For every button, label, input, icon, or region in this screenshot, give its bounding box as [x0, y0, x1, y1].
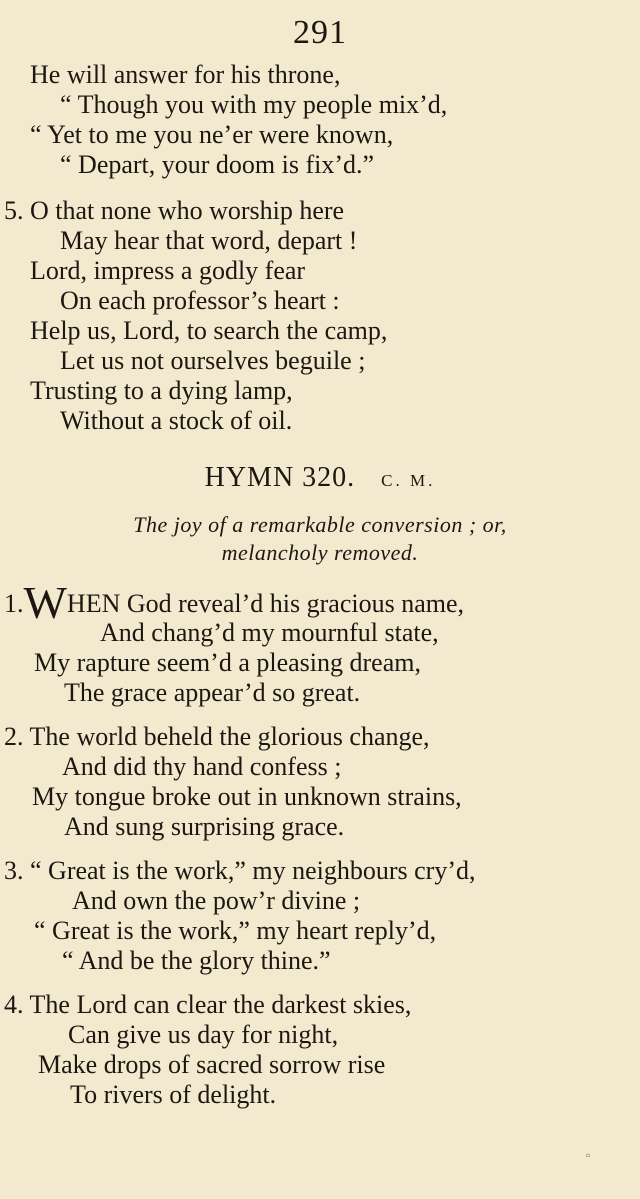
stanza-line: Can give us day for night, [68, 1020, 339, 1049]
stanza-line: And did thy hand confess ; [62, 752, 342, 781]
stanza-line: And sung surprising grace. [64, 812, 345, 841]
stanza-line-text: The world beheld the glorious change, [29, 722, 430, 751]
stanza-line-text: “ Great is the work,” my neighbours cry’d, [30, 856, 476, 885]
stanza-line: “ And be the glory thine.” [62, 946, 331, 975]
prev-hymn-line: He will answer for his throne, [30, 60, 341, 89]
stanza-line: And own the pow’r divine ; [72, 886, 361, 915]
stanza-line: My tongue broke out in unknown strains, [32, 782, 462, 811]
stanza-number: 1. [4, 589, 24, 618]
stanza-line: Lord, impress a godly fear [30, 256, 306, 285]
hymn-title: HYMN 320. [204, 462, 356, 493]
stanza-line: My rapture seem’d a pleasing dream, [34, 648, 421, 677]
stanza-line: To rivers of delight. [70, 1080, 277, 1109]
stanza-2-line-1 [4, 722, 430, 752]
prev-hymn-line: “ Depart, your doom is fix’d.” [60, 150, 375, 179]
stanza-line: Make drops of sacred sorrow rise [38, 1050, 386, 1079]
stanza-line: “ Great is the work,” my heart reply’d, [34, 916, 437, 945]
hymn-meter: C. M. [381, 471, 436, 490]
hymn-subtitle-line-1: The joy of a remarkable conversion ; or, [133, 512, 507, 537]
hymn-heading [0, 462, 640, 494]
stanza-line-text: HEN God reveal’d his gracious name, [66, 589, 465, 618]
stanza-number: 2. [4, 722, 24, 751]
stanza-3-line-1 [4, 856, 475, 886]
stanza-line: Without a stock of oil. [60, 406, 293, 435]
stanza-line: Let us not ourselves beguile ; [60, 346, 366, 375]
stanza-number: 3. [4, 856, 24, 885]
stanza-line: Trusting to a dying lamp, [30, 376, 293, 405]
page-number: 291 [293, 14, 347, 51]
stanza-line: And chang’d my mournful state, [100, 618, 439, 647]
stanza-line: On each professor’s heart : [60, 286, 340, 315]
stanza-line-text: O that none who worship here [30, 196, 345, 225]
stanza-number: 4. [4, 990, 24, 1019]
stanza-5-line-1 [4, 196, 344, 226]
stanza-line-text: The Lord can clear the darkest skies, [29, 990, 412, 1019]
stanza-1-line-1 [4, 577, 465, 628]
prev-hymn-line: “ Yet to me you ne’er were known, [30, 120, 394, 149]
printer-mark: ▫ [586, 1148, 591, 1162]
stanza-number: 5. [4, 196, 24, 225]
stanza-line: Help us, Lord, to search the camp, [30, 316, 388, 345]
stanza-line: The grace appear’d so great. [64, 678, 361, 707]
drop-cap: W [23, 577, 67, 628]
stanza-4-line-1 [4, 990, 411, 1020]
stanza-line: May hear that word, depart ! [60, 226, 358, 255]
hymn-subtitle-line-2: melancholy removed. [221, 540, 419, 565]
prev-hymn-line: “ Though you with my people mix’d, [60, 90, 448, 119]
